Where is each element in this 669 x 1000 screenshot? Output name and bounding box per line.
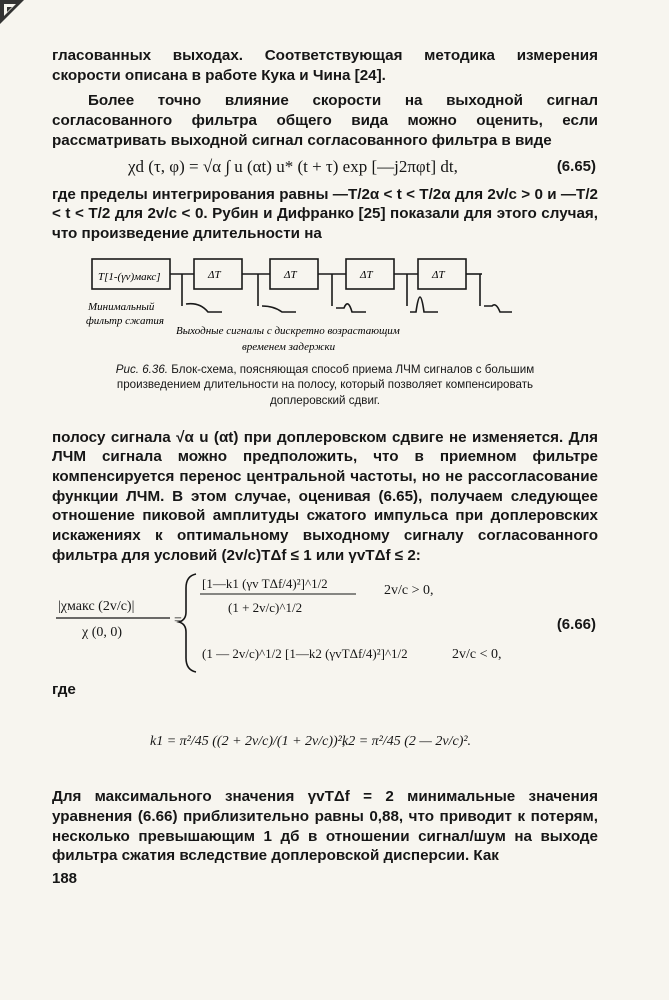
- eq666-lhs-bottom: χ (0, 0): [82, 624, 123, 640]
- page-number: 188: [52, 870, 78, 888]
- page: [52, 46, 598, 887]
- eq666-case1-num: [1—k1 (γv TΔf/4)²]^1/2: [202, 575, 328, 591]
- equation-k-graphic: [52, 699, 598, 783]
- filter-label-2: фильтр сжатия: [86, 314, 165, 327]
- figure-caption: [100, 362, 550, 409]
- eq666-lhs-top: |χмакс (2v/c)|: [58, 598, 135, 614]
- figure-6-36: [52, 254, 598, 407]
- svg-text:=: =: [174, 612, 182, 628]
- paragraph-1: гласованных выходах. Соответствующая методика измерения скорости описана в работе Кука и Чина [24].: [52, 47, 598, 84]
- corner-ornament: [0, 0, 26, 26]
- delay-label-1: ΔT: [208, 268, 221, 281]
- k2-formula: k2 = π²/45 (2 — 2v/c)².: [342, 734, 472, 750]
- filter-label-1: Минимальный: [88, 300, 155, 313]
- paragraph-2: Более точно влияние скорости на выходной сигнал согласованного фильтра общего вида можно оценить, если рассматривать выходной сигнал согласованного фильтра в виде: [52, 92, 598, 149]
- equation-k: [52, 699, 598, 783]
- paragraph-4: полосу сигнала √α u (αt) при доплеровском сдвиге не изменяется. Для ЛЧМ сигнала можно предположить, что в приемном фильтре компенсируется перенос центральной частоты, но не рассогласование функции ЛЧМ. В этом случае, оценивая (6.65), получаем следующее отношение пиковой амплитуды сжатого импульса при доплеровских искажениях к оптимальному выходному сигналу согласованного фильтра для условий (2v/c)TΔf ≤ 1 или γvTΔf ≤ 2:: [52, 428, 598, 564]
- equation-6-65-number: (6.65): [556, 157, 596, 175]
- caption-text: Блок-схема, поясняющая способ приема ЛЧМ сигналов с большим произведением длительности на полосу, который позволяет компенсировать доплеровский сдвиг.: [116, 362, 535, 407]
- block-diagram: [82, 254, 562, 364]
- equation-6-66-number: (6.66): [556, 615, 596, 633]
- delay-label-2: ΔT: [284, 268, 297, 281]
- outputs-label-2: временем задержки: [242, 340, 336, 353]
- delay-label-3: ΔT: [360, 268, 373, 281]
- first-block-label: T[1-(γv)макс]: [98, 270, 161, 283]
- equation-6-65: [52, 151, 598, 185]
- paragraph-where: где: [52, 680, 76, 698]
- eq666-case2-cond: 2v/c < 0,: [452, 646, 502, 662]
- caption-label: Рис. 6.36.: [115, 362, 169, 376]
- k1-formula: k1 = π²/45 ((2 + 2v/c)/(1 + 2v/c))²,: [150, 734, 346, 750]
- outputs-label-1: Выходные сигналы с дискретно возрастающим: [176, 324, 400, 337]
- delay-label-4: ΔT: [432, 268, 445, 281]
- equation-6-66: [52, 568, 598, 676]
- equation-6-65-body: χd (τ, φ) = √α ∫ u (αt) u* (t + τ) exp [—j2πφt] dt,: [128, 156, 458, 176]
- paragraph-6: Для максимального значения γvTΔf = 2 минимальные значения уравнения (6.66) приблизительно равны 0,88, что приводит к потерям, несколько превышающим 1 дб в отношении сигнал/шум на выходе фильтра сжатия вследствие доплеровской дисперсии. Как: [52, 788, 598, 865]
- paragraph-3: где пределы интегрирования равны —T/2α < t < T/2α для 2v/c > 0 и —T/2 < t < T/2 для 2v/c < 0. Рубин и Дифранко [25] показали для этого случая, что произведение длительности на: [52, 185, 598, 242]
- eq666-case2: (1 — 2v/c)^1/2 [1—k2 (γvTΔf/4)²]^1/2: [202, 645, 408, 661]
- eq666-case1-cond: 2v/c > 0,: [384, 582, 434, 598]
- eq666-case1-den: (1 + 2v/c)^1/2: [228, 599, 303, 615]
- equation-6-66-graphic: [52, 568, 598, 676]
